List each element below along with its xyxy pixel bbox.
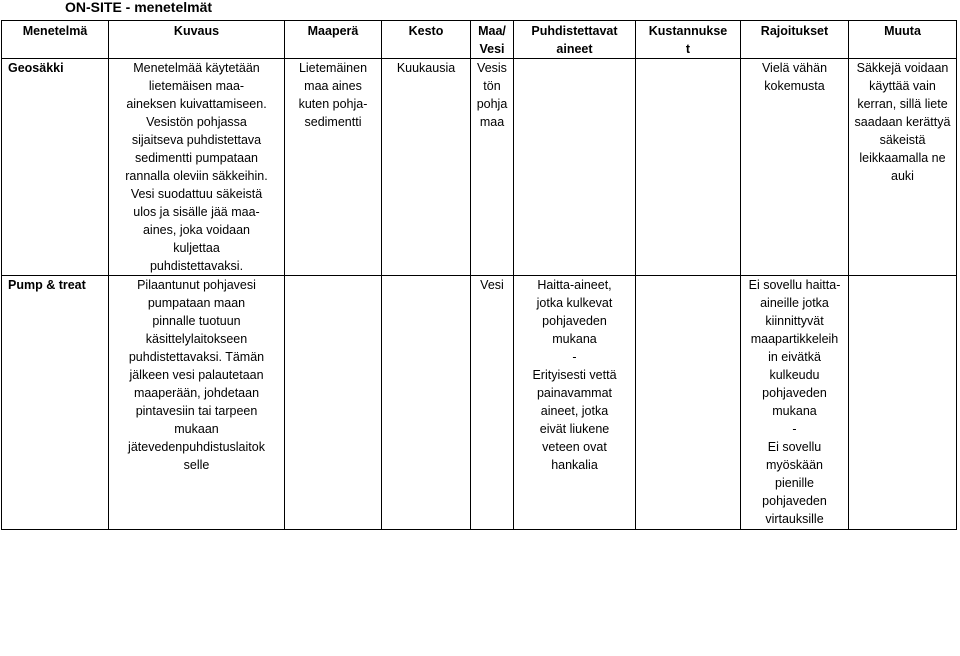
cell-rajoitukset: Vielä vähän kokemusta xyxy=(741,59,849,276)
cell-kustannukset xyxy=(636,276,741,530)
cell-muuta: Säkkejä voidaan käyttää vain kerran, sillä liete saadaan kerättyä säkeistä leikkaamalla ne auki xyxy=(849,59,957,276)
cell-maa-vesi: Vesis tön pohja maa xyxy=(471,59,514,276)
table-row xyxy=(2,276,957,530)
col-header-kesto: Kesto xyxy=(382,21,471,59)
cell-maapera: Lietemäinen maa aines kuten pohja- sedimentti xyxy=(285,59,382,276)
page-title: ON-SITE - menetelmät xyxy=(65,0,213,15)
header-row xyxy=(2,21,957,59)
cell-kesto: Kuukausia xyxy=(382,59,471,276)
cell-muuta xyxy=(849,276,957,530)
col-header-menetelma: Menetelmä xyxy=(2,21,109,59)
cell-kuvaus: Pilaantunut pohjavesi pumpataan maan pinnalle tuotuun käsittelylaitokseen puhdistettavaksi. Tämän jälkeen vesi palautetaan maaperään, johdetaan pintavesiin tai tarpeen mukaan jätevedenpuhdistuslaitok selle xyxy=(109,276,285,530)
cell-rajoitukset: Ei sovellu haitta- aineille jotka kiinnittyvät maapartikkeleih in eivätkä kulkeudu pohjaveden mukana - Ei sovellu myöskään pienille pohjaveden virtauksille xyxy=(741,276,849,530)
cell-maa-vesi: Vesi xyxy=(471,276,514,530)
cell-aineet xyxy=(514,59,636,276)
col-header-rajoitukset: Rajoitukset xyxy=(741,21,849,59)
cell-menetelma: Pump & treat xyxy=(2,276,109,530)
methods-table xyxy=(1,20,957,530)
col-header-maapera: Maaperä xyxy=(285,21,382,59)
cell-maapera xyxy=(285,276,382,530)
col-header-maa-vesi: Maa/ Vesi xyxy=(471,21,514,59)
col-header-kustannukset: Kustannukse t xyxy=(636,21,741,59)
cell-kustannukset xyxy=(636,59,741,276)
col-header-muuta: Muuta xyxy=(849,21,957,59)
col-header-puhdistettavat-aineet: Puhdistettavat aineet xyxy=(514,21,636,59)
table-row xyxy=(2,59,957,276)
cell-kuvaus: Menetelmää käytetään lietemäisen maa- aineksen kuivattamiseen. Vesistön pohjassa sijaitseva puhdistettava sedimentti pumpataan rannalla oleviin säkkeihin. Vesi suodattuu säkeistä ulos ja sisälle jää maa- aines, joka voidaan kuljettaa puhdistettavaksi. xyxy=(109,59,285,276)
cell-menetelma: Geosäkki xyxy=(2,59,109,276)
cell-aineet: Haitta-aineet, jotka kulkevat pohjaveden mukana - Erityisesti vettä painavammat aineet, jotka eivät liukene veteen ovat hankalia xyxy=(514,276,636,530)
col-header-kuvaus: Kuvaus xyxy=(109,21,285,59)
cell-kesto xyxy=(382,276,471,530)
